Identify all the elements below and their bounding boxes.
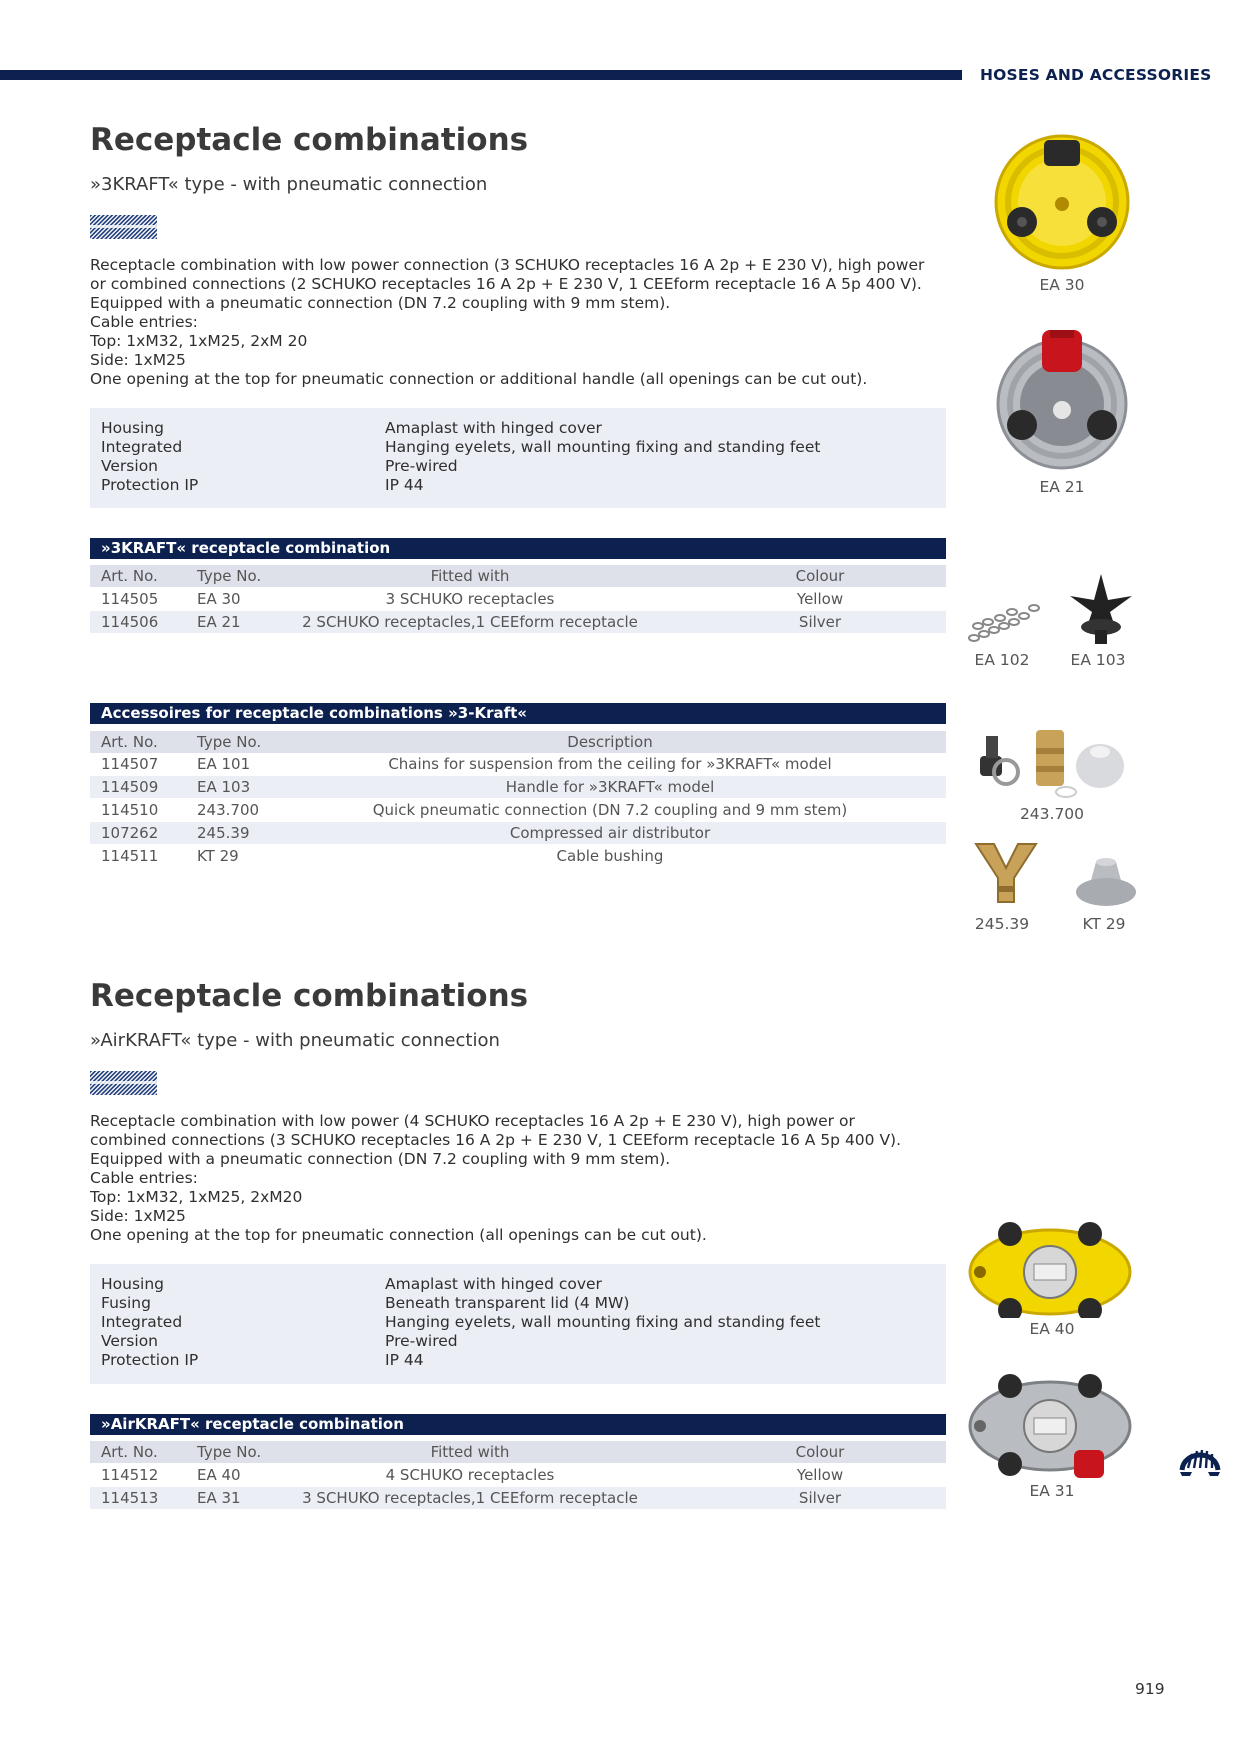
spec-value: Pre-wired bbox=[385, 457, 458, 475]
table-title bbox=[90, 1414, 946, 1435]
cell-art-no: 114505 bbox=[101, 590, 159, 608]
accessories-header-row bbox=[90, 731, 946, 753]
spec-value: Pre-wired bbox=[385, 1332, 458, 1350]
caption-ea102: EA 102 bbox=[974, 651, 1030, 669]
spec-value: Hanging eyelets, wall mounting fixing and standing feet bbox=[385, 438, 821, 456]
spec-value: Amaplast with hinged cover bbox=[385, 1275, 602, 1293]
spec-value: IP 44 bbox=[385, 1351, 424, 1369]
table-row bbox=[90, 1487, 946, 1509]
description-line: Top: 1xM32, 1xM25, 2xM20 bbox=[90, 1188, 303, 1206]
col-type-no: Type No. bbox=[197, 567, 262, 585]
spec-key: Fusing bbox=[101, 1294, 151, 1312]
table-row bbox=[90, 1464, 946, 1486]
table-header-row bbox=[90, 1441, 946, 1463]
product-image-ea21 bbox=[992, 330, 1132, 470]
cell-art-no: 114512 bbox=[101, 1466, 159, 1484]
product-image-243700 bbox=[976, 722, 1126, 802]
product-image-ea103 bbox=[1066, 572, 1136, 647]
spec-row bbox=[90, 1351, 946, 1370]
accessories-row bbox=[90, 753, 946, 775]
table-title-text: »3KRAFT« receptacle combination bbox=[101, 539, 391, 557]
brand-emblem bbox=[1178, 1442, 1222, 1478]
cell-colour: Yellow bbox=[796, 590, 844, 608]
col-description: Description bbox=[567, 733, 653, 751]
page-number: 919 bbox=[1135, 1680, 1165, 1698]
table-title-text: »AirKRAFT« receptacle combination bbox=[101, 1415, 404, 1433]
section2-subtitle: »AirKRAFT« type - with pneumatic connection bbox=[90, 1030, 500, 1051]
accessories-row bbox=[90, 822, 946, 844]
section2-specs bbox=[90, 1264, 946, 1384]
table-row bbox=[90, 588, 946, 610]
section-label: HOSES AND ACCESSORIES bbox=[980, 66, 1212, 84]
spec-row bbox=[90, 438, 946, 457]
description-line: Side: 1xM25 bbox=[90, 1207, 186, 1225]
col-colour: Colour bbox=[795, 1443, 845, 1461]
caption-ea30: EA 30 bbox=[1039, 276, 1085, 294]
cell-art-no: 114513 bbox=[101, 1489, 159, 1507]
spec-value: IP 44 bbox=[385, 476, 424, 494]
accessories-title-text: Accessoires for receptacle combinations »3-Kraft« bbox=[101, 704, 527, 722]
cell-colour: Silver bbox=[798, 1489, 842, 1507]
spec-key: Protection IP bbox=[101, 476, 199, 494]
cell-description: Cable bushing bbox=[556, 847, 664, 865]
spec-key: Housing bbox=[101, 419, 165, 437]
spec-value: Amaplast with hinged cover bbox=[385, 419, 602, 437]
section1-title: Receptacle combinations bbox=[90, 122, 529, 158]
cell-type-no: EA 31 bbox=[197, 1489, 241, 1507]
description-line: One opening at the top for pneumatic connection or additional handle (all openings can be cut out). bbox=[90, 370, 868, 388]
cell-type-no: 243.700 bbox=[197, 801, 260, 819]
section2-description bbox=[90, 1112, 950, 1245]
spec-value: Hanging eyelets, wall mounting fixing and standing feet bbox=[385, 1313, 821, 1331]
cell-fitted-with: 3 SCHUKO receptacles,1 CEEform receptacle bbox=[302, 1489, 638, 1507]
description-line: Equipped with a pneumatic connection (DN 7.2 coupling with 9 mm stem). bbox=[90, 1150, 671, 1168]
accessories-row bbox=[90, 845, 946, 867]
description-line: or combined connections (2 SCHUKO receptacles 16 A 2p + E 230 V, 1 CEEform receptacle 16 A 5p 400 V). bbox=[90, 275, 922, 293]
cell-description: Compressed air distributor bbox=[509, 824, 711, 842]
description-line: Cable entries: bbox=[90, 1169, 198, 1187]
section1-subtitle: »3KRAFT« type - with pneumatic connection bbox=[90, 174, 488, 195]
section1-specs bbox=[90, 408, 946, 508]
cell-colour: Yellow bbox=[796, 1466, 844, 1484]
spec-row bbox=[90, 419, 946, 438]
description-line: combined connections (3 SCHUKO receptacles 16 A 2p + E 230 V, 1 CEEform receptacle 16 A 5p 400 V). bbox=[90, 1131, 902, 1149]
cell-fitted-with: 2 SCHUKO receptacles,1 CEEform receptacle bbox=[302, 613, 638, 631]
spec-key: Protection IP bbox=[101, 1351, 199, 1369]
spec-key: Integrated bbox=[101, 438, 183, 456]
caption-ea31: EA 31 bbox=[1029, 1482, 1075, 1500]
col-type-no: Type No. bbox=[197, 733, 262, 751]
accessories-row bbox=[90, 776, 946, 798]
cell-fitted-with: 4 SCHUKO receptacles bbox=[385, 1466, 555, 1484]
col-art-no: Art. No. bbox=[101, 733, 158, 751]
spec-row bbox=[90, 1275, 946, 1294]
product-image-kt29 bbox=[1072, 856, 1140, 912]
product-image-24539 bbox=[970, 838, 1042, 908]
caption-ea40: EA 40 bbox=[1029, 1320, 1075, 1338]
cell-description: Chains for suspension from the ceiling for »3KRAFT« model bbox=[388, 755, 832, 773]
cell-description: Handle for »3KRAFT« model bbox=[505, 778, 715, 796]
caption-ea103: EA 103 bbox=[1070, 651, 1126, 669]
description-line: Equipped with a pneumatic connection (DN 7.2 coupling with 9 mm stem). bbox=[90, 294, 671, 312]
caption-243700: 243.700 bbox=[1019, 805, 1085, 823]
cell-description: Quick pneumatic connection (DN 7.2 coupling and 9 mm stem) bbox=[372, 801, 848, 819]
accessories-title bbox=[90, 703, 946, 724]
spec-key: Version bbox=[101, 457, 158, 475]
cell-art-no: 114507 bbox=[101, 755, 159, 773]
spec-key: Version bbox=[101, 1332, 158, 1350]
cell-type-no: EA 40 bbox=[197, 1466, 241, 1484]
brand-logo bbox=[90, 215, 157, 239]
table-row bbox=[90, 611, 946, 633]
col-fitted-with: Fitted with bbox=[430, 567, 510, 585]
caption-kt29: KT 29 bbox=[1082, 915, 1126, 933]
cell-art-no: 114506 bbox=[101, 613, 159, 631]
cell-type-no: EA 30 bbox=[197, 590, 241, 608]
table-header-row bbox=[90, 565, 946, 587]
spec-row bbox=[90, 1313, 946, 1332]
cell-type-no: EA 101 bbox=[197, 755, 251, 773]
spec-row bbox=[90, 1332, 946, 1351]
accessories-row bbox=[90, 799, 946, 821]
description-line: One opening at the top for pneumatic connection (all openings can be cut out). bbox=[90, 1226, 707, 1244]
brand-logo bbox=[90, 1071, 157, 1095]
caption-24539: 245.39 bbox=[974, 915, 1030, 933]
cell-type-no: 245.39 bbox=[197, 824, 250, 842]
col-fitted-with: Fitted with bbox=[430, 1443, 510, 1461]
product-image-ea30 bbox=[992, 132, 1132, 272]
col-art-no: Art. No. bbox=[101, 567, 158, 585]
col-colour: Colour bbox=[795, 567, 845, 585]
caption-ea21: EA 21 bbox=[1039, 478, 1085, 496]
cell-fitted-with: 3 SCHUKO receptacles bbox=[385, 590, 555, 608]
description-line: Side: 1xM25 bbox=[90, 351, 186, 369]
cell-type-no: EA 103 bbox=[197, 778, 251, 796]
cell-art-no: 107262 bbox=[101, 824, 159, 842]
spec-value: Beneath transparent lid (4 MW) bbox=[385, 1294, 630, 1312]
cell-colour: Silver bbox=[798, 613, 842, 631]
product-image-ea40 bbox=[966, 1218, 1134, 1318]
cell-type-no: KT 29 bbox=[197, 847, 239, 865]
top-bar bbox=[0, 70, 962, 80]
spec-row bbox=[90, 1294, 946, 1313]
spec-row bbox=[90, 476, 946, 495]
spec-row bbox=[90, 457, 946, 476]
description-line: Receptacle combination with low power connection (3 SCHUKO receptacles 16 A 2p + E 230 V), high power bbox=[90, 256, 925, 274]
cell-art-no: 114509 bbox=[101, 778, 159, 796]
col-type-no: Type No. bbox=[197, 1443, 262, 1461]
section2-title: Receptacle combinations bbox=[90, 978, 529, 1014]
description-line: Receptacle combination with low power (4 SCHUKO receptacles 16 A 2p + E 230 V), high power or bbox=[90, 1112, 855, 1130]
table-title bbox=[90, 538, 946, 559]
product-image-ea31 bbox=[966, 1372, 1134, 1480]
cell-type-no: EA 21 bbox=[197, 613, 241, 631]
spec-key: Housing bbox=[101, 1275, 165, 1293]
description-line: Top: 1xM32, 1xM25, 2xM 20 bbox=[90, 332, 308, 350]
description-line: Cable entries: bbox=[90, 313, 198, 331]
spec-key: Integrated bbox=[101, 1313, 183, 1331]
section1-description bbox=[90, 256, 950, 389]
col-art-no: Art. No. bbox=[101, 1443, 158, 1461]
product-image-ea102 bbox=[966, 598, 1046, 648]
cell-art-no: 114510 bbox=[101, 801, 159, 819]
cell-art-no: 114511 bbox=[101, 847, 159, 865]
